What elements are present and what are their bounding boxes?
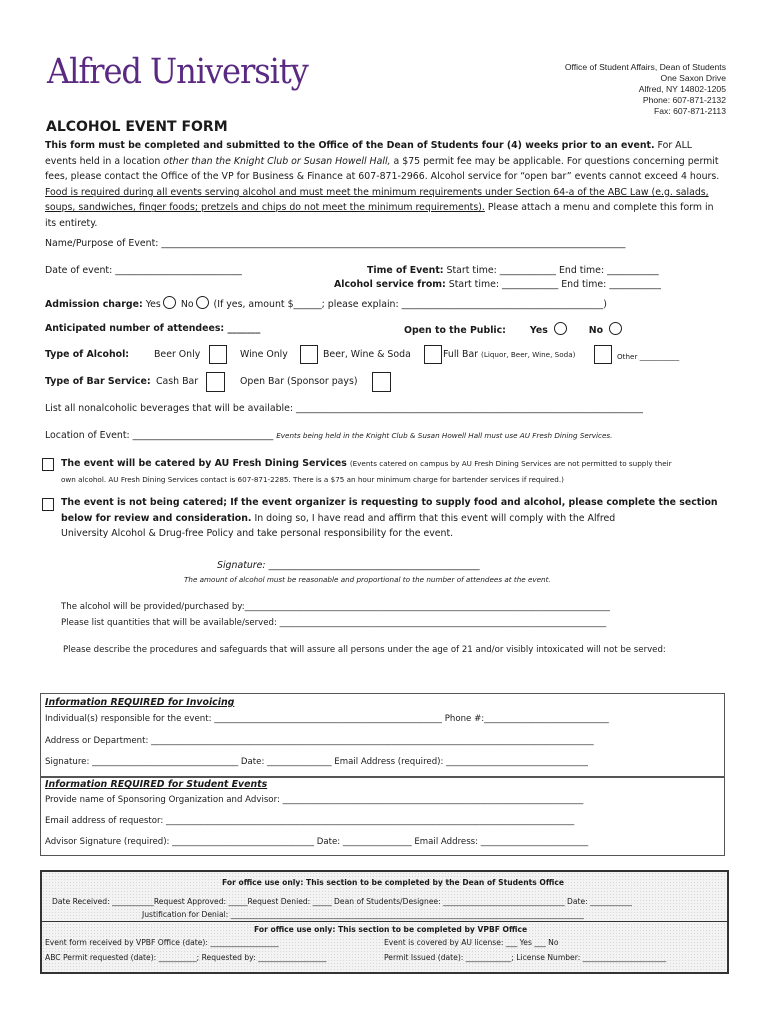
alcohol-quantities-field[interactable]: Please list quantities that will be available/served: ____________________________________________________________________________	[61, 618, 607, 628]
address-line: One Saxon Drive	[660, 73, 726, 83]
responsible-individuals-field[interactable]: Individual(s) responsible for the event: _____________________________________________________ Phone #:_____________________________	[45, 714, 609, 724]
not-catered-rest: In doing so, I have read and affirm that this event will comply with the Alfred	[251, 513, 616, 524]
service-label: Alcohol service from:	[334, 279, 446, 290]
date-received-field[interactable]: Date Received: ___________Request Approved: _____Request Denied: _____ Dean of Students/Designee: ________________________________ Date: ___________	[52, 897, 632, 906]
type-bar-label: Type of Bar Service:	[45, 376, 151, 387]
open-public-yes-radio[interactable]	[554, 322, 567, 335]
open-public-label: Open to the Public:	[404, 325, 506, 336]
location-field[interactable]	[45, 430, 612, 441]
beer-only-label: Beer Only	[154, 349, 201, 360]
address-line: Office of Student Affairs, Dean of Students	[564, 62, 726, 72]
open-public-yes-label: Yes	[529, 325, 548, 336]
signature-field[interactable]: Signature: _____________________________________________	[217, 560, 480, 571]
admission-no-radio[interactable]	[196, 296, 209, 309]
beer-wine-soda-label: Beer, Wine & Soda	[323, 349, 411, 360]
university-logo: Alfred University	[47, 52, 308, 92]
full-bar-text: Full Bar	[443, 349, 479, 360]
catered-au-note-2: own alcohol. AU Fresh Dining Services contact is 607-871-2285. There is a $75 an hour minimum charge for bartender services if required.)	[61, 475, 564, 484]
office-use-panel	[40, 870, 729, 974]
intro-text: a $75 permit fee may be applicable. For questions concerning permit fees, please contact the Office of the VP for Business & Finance at 607-871-2966. Alcohol service for “open bar” events cannot exceed 4 hours.	[45, 155, 720, 183]
admission-charge-row	[45, 296, 607, 310]
not-catered-line-3: University Alcohol & Drug-free Policy and take personal responsibility for the event.	[61, 528, 454, 539]
intro-lead: This form must be completed and submitted to the Office of the Dean of Students four (4) weeks prior to an event.	[45, 140, 655, 151]
full-bar-checkbox[interactable]	[594, 345, 612, 364]
beer-only-checkbox[interactable]	[209, 345, 227, 364]
full-bar-note: (Liquor, Beer, Wine, Soda)	[481, 350, 576, 359]
nonalcoholic-field[interactable]: List all nonalcoholic beverages that will be available: __________________________________________________________________________	[45, 403, 643, 414]
cash-bar-checkbox[interactable]	[206, 372, 225, 392]
address-department-field[interactable]: Address or Department: _______________________________________________________________________________________________________	[45, 736, 594, 746]
not-catered-line-2	[61, 513, 615, 524]
admission-yes-label: Yes	[145, 299, 161, 310]
wine-only-label: Wine Only	[240, 349, 288, 360]
advisor-signature-field[interactable]: Advisor Signature (required): _________________________________ Date: ________________ Email Address: _________________________	[45, 837, 589, 847]
catered-au-note: (Events catered on campus by AU Fresh Dining Services are not permitted to supply their	[349, 459, 672, 468]
not-catered-line-1: The event is not being catered; If the event organizer is requesting to supply food and alcohol, please complete the section	[61, 497, 718, 508]
not-catered-bold-2: below for review and consideration.	[61, 513, 252, 524]
invoicing-signature-field[interactable]: Signature: __________________________________ Date: _______________ Email Address (required): _________________________________	[45, 757, 588, 767]
requestor-email-field[interactable]: Email address of requestor: _______________________________________________________________________________________________	[45, 816, 575, 826]
admission-label: Admission charge:	[45, 299, 143, 310]
full-bar-label	[443, 349, 575, 360]
service-value: Start time: ____________ End time: ___________	[445, 279, 661, 290]
admission-yes-radio[interactable]	[163, 296, 176, 309]
address-line: Phone: 607-871-2132	[642, 95, 726, 105]
signature-note: The amount of alcohol must be reasonable and proportional to the number of attendees at the event.	[184, 575, 551, 584]
office-address	[565, 62, 726, 117]
type-alcohol-label: Type of Alcohol:	[45, 349, 130, 360]
date-of-event-field[interactable]: Date of event: ___________________________	[45, 265, 242, 276]
attendees-field[interactable]: Anticipated number of attendees: _______	[45, 323, 261, 334]
catered-au-checkbox[interactable]	[42, 458, 54, 471]
location-text: Location of Event: ______________________________	[45, 430, 274, 441]
invoicing-heading: Information REQUIRED for Invoicing	[45, 697, 235, 708]
procedures-prompt: Please describe the procedures and safeguards that will assure all persons under the age of 21 and/or visibly intoxicated will not be served:	[63, 645, 666, 655]
vpbf-received-field[interactable]: Event form received by VPBF Office (date): __________________	[45, 938, 279, 947]
permit-issued-field[interactable]: Permit Issued (date): ____________; License Number: ______________________	[384, 953, 667, 962]
alcohol-provided-field[interactable]: The alcohol will be provided/purchased by:_____________________________________________________________________________________	[61, 602, 610, 612]
abc-permit-field[interactable]: ABC Permit requested (date): __________; Requested by: __________________	[45, 953, 327, 962]
address-line: Fax: 607-871-2113	[654, 106, 726, 116]
time-value: Start time: ____________ End time: ___________	[443, 265, 659, 276]
form-title: ALCOHOL EVENT FORM	[46, 119, 228, 135]
open-bar-label: Open Bar (Sponsor pays)	[240, 376, 358, 387]
catered-au-bold: The event will be catered by AU Fresh Dining Services	[61, 458, 347, 469]
location-note: Events being held in the Knight Club & Susan Howell Hall must use AU Fresh Dining Services.	[276, 431, 613, 440]
admission-amount-field[interactable]: (If yes, amount $______; please explain: ___________________________________________)	[213, 299, 607, 310]
cash-bar-label: Cash Bar	[156, 376, 199, 387]
time-label: Time of Event:	[367, 265, 444, 276]
wine-only-checkbox[interactable]	[300, 345, 318, 364]
office-divider	[42, 921, 727, 922]
catered-au-text	[61, 458, 672, 469]
alcohol-service-field[interactable]	[334, 279, 661, 290]
open-public-no-label: No	[588, 325, 604, 336]
office-dean-heading: For office use only: This section to be completed by the Dean of Students Office	[222, 878, 564, 887]
office-vpbf-heading: For office use only: This section to be completed by VPBF Office	[254, 925, 528, 934]
intro-text: For ALL events held in a location	[45, 140, 693, 167]
justification-field[interactable]: Justification for Denial: _____________________________________________________________________________________________	[142, 910, 584, 919]
address-line: Alfred, NY 14802-1205	[638, 84, 726, 94]
admission-no-label: No	[180, 299, 194, 310]
au-license-field[interactable]: Event is covered by AU license: ___ Yes ___ No	[384, 938, 559, 947]
intro-location: other than the Knight Club or Susan Howell Hall,	[163, 155, 391, 167]
open-public-no-radio[interactable]	[609, 322, 622, 335]
intro-text: Please attach a menu and complete this form in its entirety.	[45, 202, 714, 229]
not-catered-checkbox[interactable]	[42, 498, 54, 511]
student-events-heading: Information REQUIRED for Student Events	[45, 779, 268, 790]
beer-wine-soda-checkbox[interactable]	[424, 345, 442, 364]
sponsoring-org-field[interactable]: Provide name of Sponsoring Organization and Advisor: ______________________________________________________________________	[45, 795, 584, 805]
time-of-event-field[interactable]	[367, 265, 659, 276]
other-alcohol-field[interactable]: Other ___________	[617, 352, 680, 361]
intro-paragraph	[45, 138, 725, 232]
name-purpose-field[interactable]: Name/Purpose of Event: ___________________________________________________________________________________________________	[45, 238, 626, 249]
intro-food-requirement: Food is required during all events serving alcohol and must meet the minimum requirements under Section 64-a of the ABC Law (e.g. salads, soups, sandwiches, finger foods; pretzels and chips do not meet the minimum requirements).	[45, 186, 709, 214]
open-public-row	[404, 322, 624, 336]
open-bar-checkbox[interactable]	[372, 372, 391, 392]
